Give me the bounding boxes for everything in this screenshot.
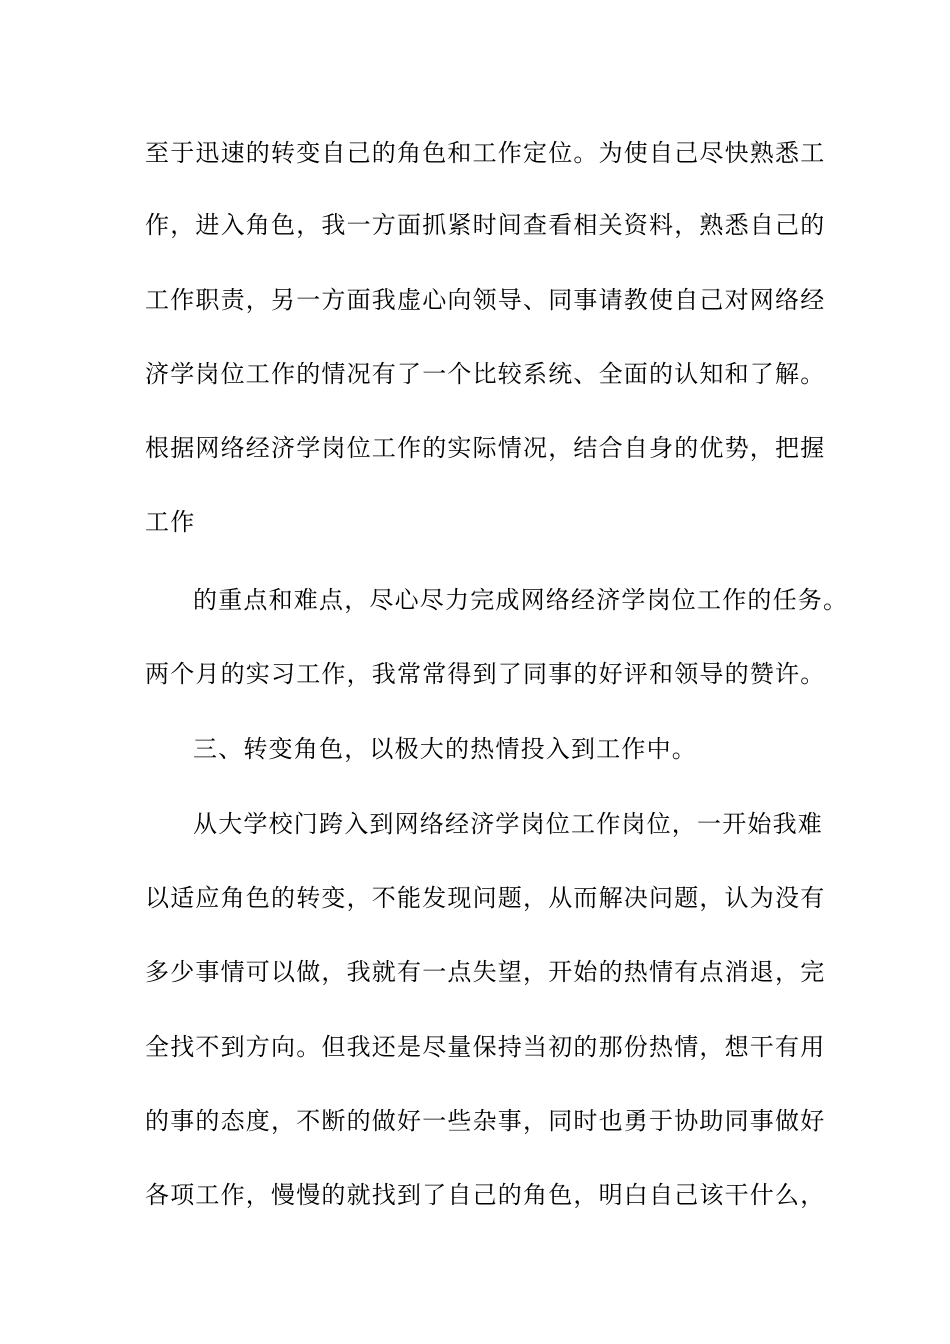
body-text-line: 至于迅速的转变自己的角色和工作定位。为使自己尽快熟悉工 [145,139,826,167]
body-text-line: 全找不到方向。但我还是尽量保持当初的那份热情，想干有用 [145,1033,826,1061]
body-text-line: 作，进入角色，我一方面抓紧时间查看相关资料，熟悉自己的 [145,211,826,239]
body-text-line: 工作职责，另一方面我虚心向领导、同事请教使自己对网络经 [145,286,826,314]
body-text-line: 多少事情可以做，我就有一点失望，开始的热情有点消退，完 [145,958,826,986]
body-text-line: 以适应角色的转变，不能发现问题，从而解决问题，认为没有 [145,884,826,912]
body-text-line: 的事的态度，不断的做好一些杂事，同时也勇于协助同事做好 [145,1107,826,1135]
body-text-line: 济学岗位工作的情况有了一个比较系统、全面的认知和了解。 [145,360,826,388]
body-text-line: 各项工作，慢慢的就找到了自己的角色，明白自己该干什么， [145,1181,826,1209]
section-heading: 三、转变角色，以极大的热情投入到工作中。 [193,735,697,763]
body-text-line: 根据网络经济学岗位工作的实际情况，结合自身的优势，把握 [145,434,826,462]
body-text-line: 工作 [145,508,196,536]
body-text-line: 两个月的实习工作，我常常得到了同事的好评和领导的赞许。 [145,660,826,688]
paragraph-first-line: 的重点和难点，尽心尽力完成网络经济学岗位工作的任务。 [193,586,849,614]
paragraph-first-line: 从大学校门跨入到网络经济学岗位工作岗位，一开始我难 [193,810,823,838]
